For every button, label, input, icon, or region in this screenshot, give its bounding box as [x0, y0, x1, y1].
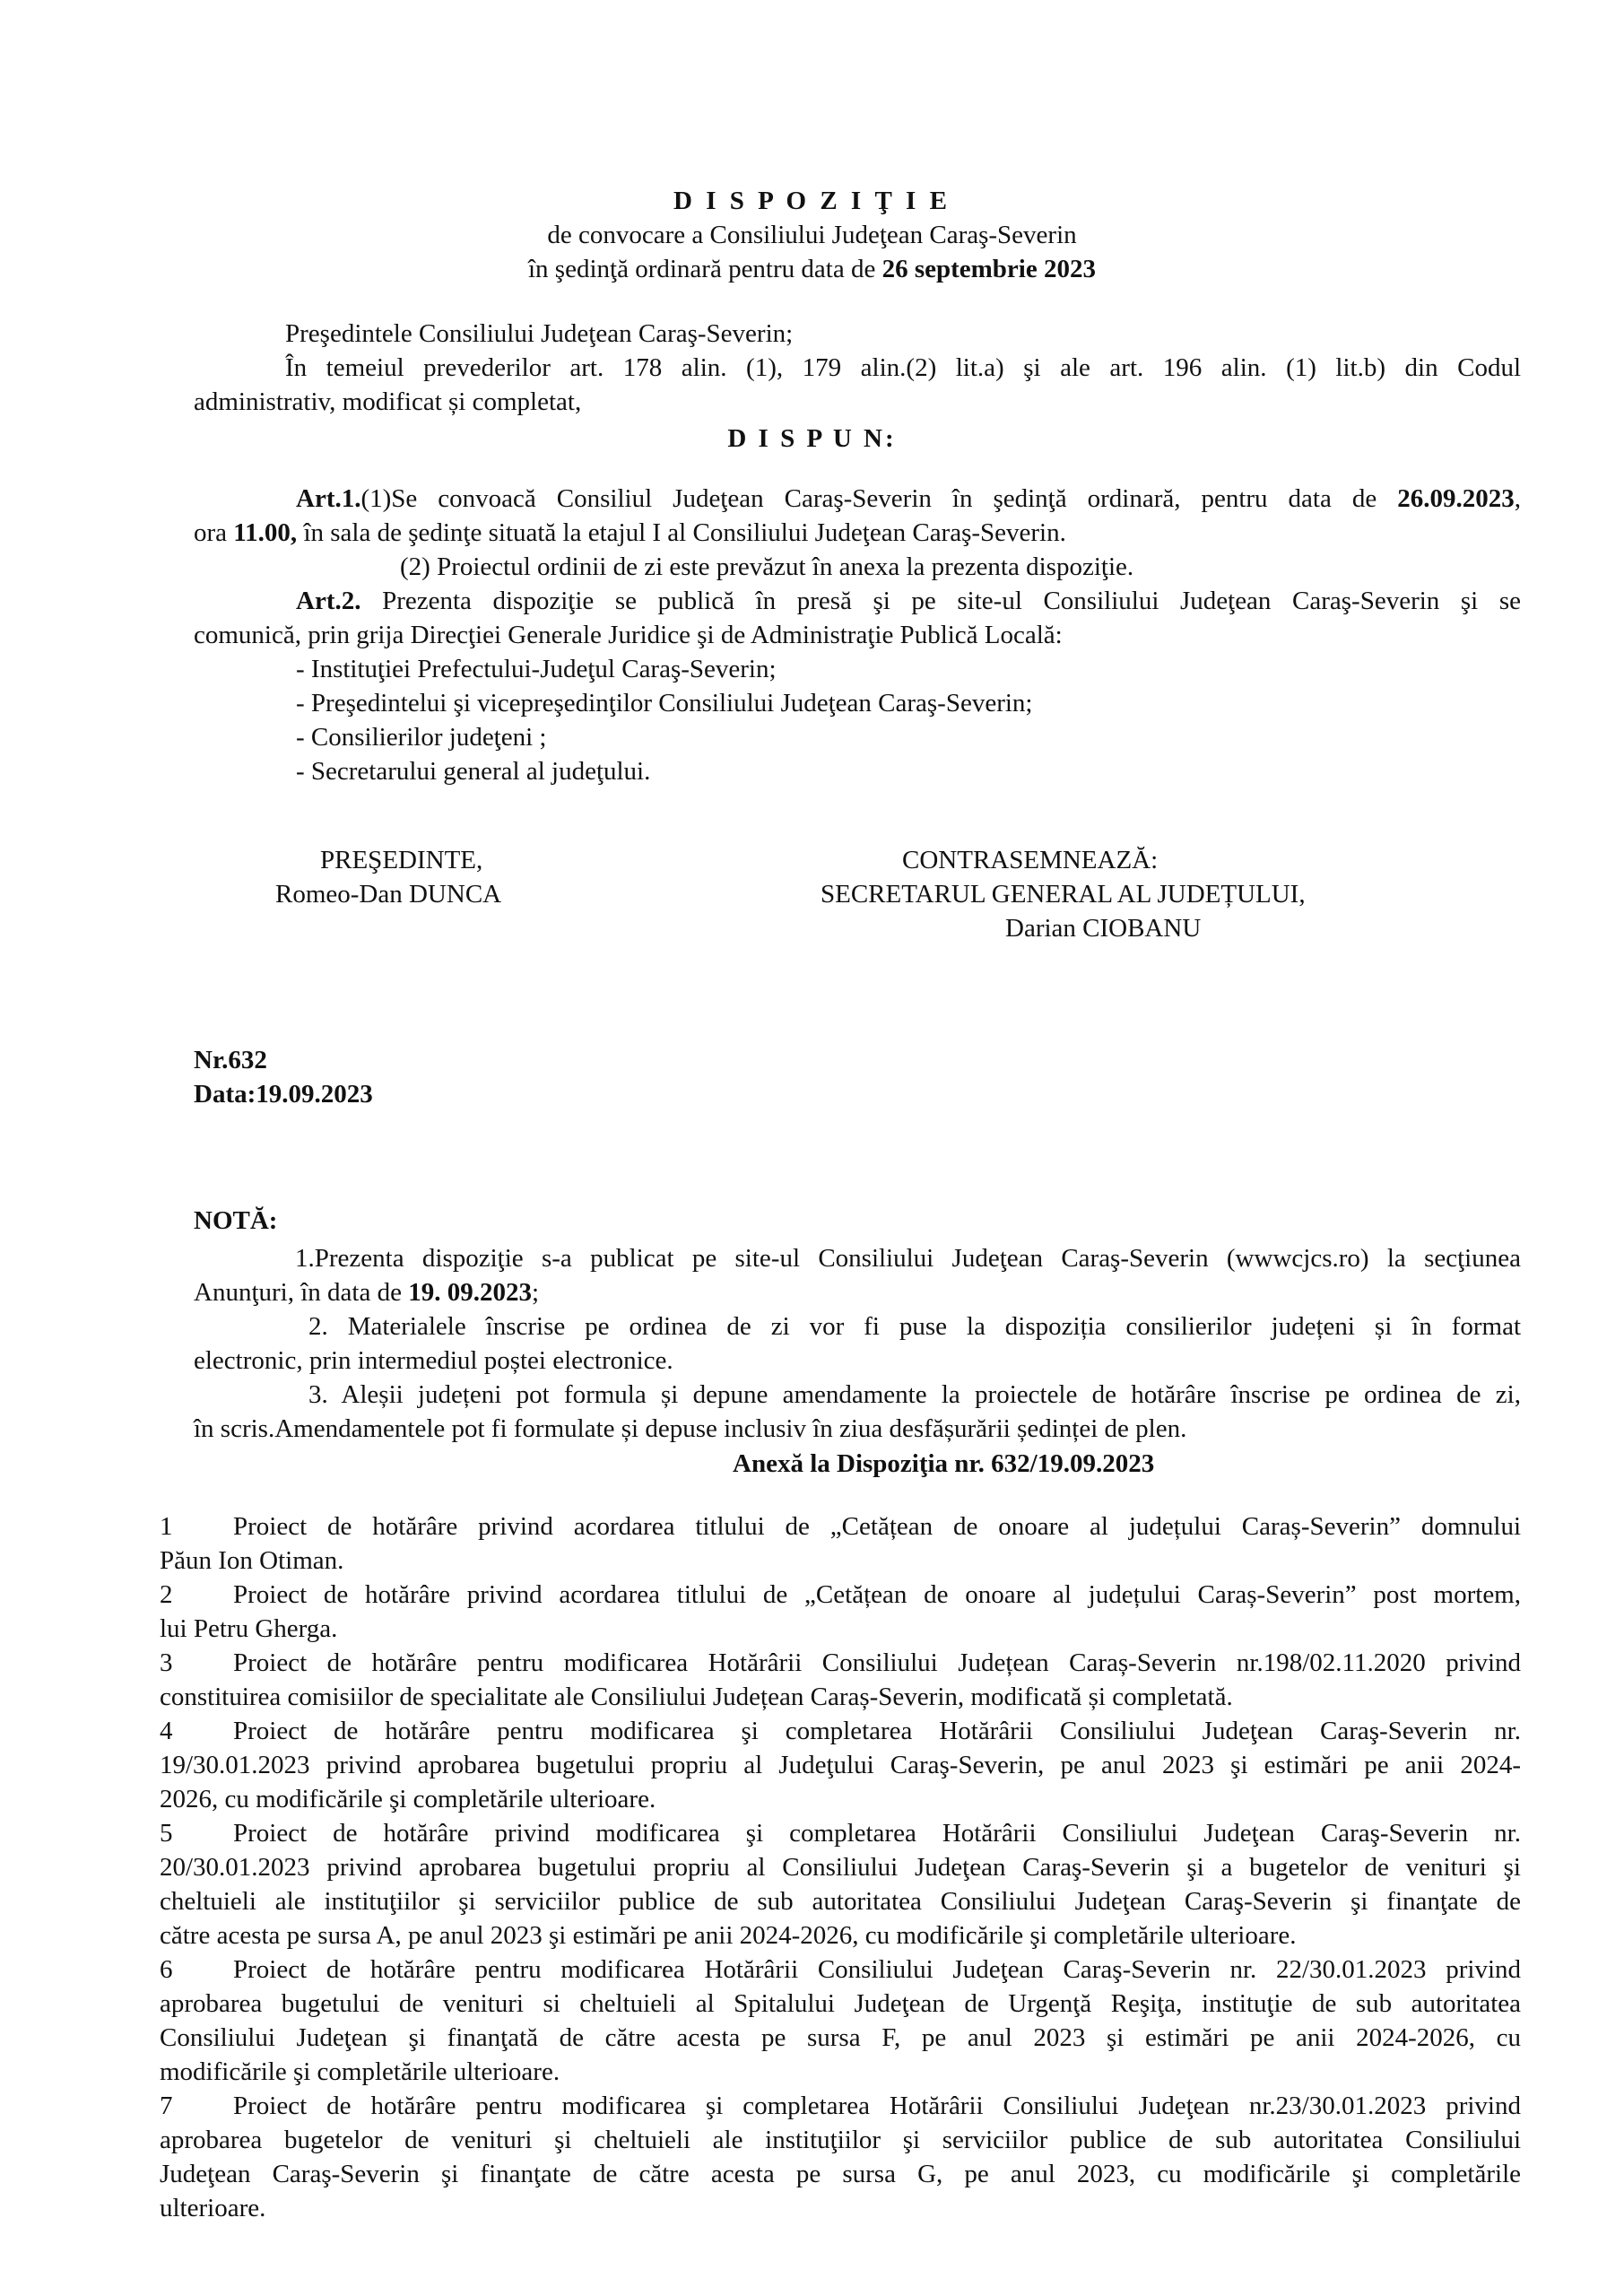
art1-comma: , — [1514, 484, 1521, 513]
annex-item-line: cheltuieli ale instituţiilor şi serviciilor publice de sub autoritatea Consiliului Judeţean Caraş-Severin şi finanţate de — [160, 1887, 1521, 1916]
annex-item-number: 4 — [160, 1717, 173, 1745]
recipient-item: - Preşedintelui şi vicepreşedinţilor Consiliului Judeţean Caraş-Severin; — [296, 689, 1033, 718]
recipient-item: - Consilierilor judeţeni ; — [296, 723, 547, 752]
dispun-heading: D I S P U N: — [727, 424, 897, 453]
heading-line-1: de convocare a Consiliului Judeţean Caraş-Severin — [547, 221, 1077, 249]
annex-item-line: modificările şi completările ulterioare. — [160, 2057, 560, 2086]
annex-item — [160, 1578, 1521, 1612]
president-role: PREŞEDINTE, — [320, 846, 483, 874]
annex-item — [160, 1646, 1521, 1680]
annex-item-text: Proiect de hotărâre privind acordarea titlului de „Cetățean de onoare al județului Caraș-Severin” domnului — [233, 1512, 1521, 1541]
annex-item-number: 5 — [160, 1819, 173, 1848]
annex-item-text: Proiect de hotărâre privind acordarea titlului de „Cetățean de onoare al județului Caraș-Severin” post mortem, — [233, 1580, 1521, 1609]
note-1-line-2 — [194, 1275, 539, 1309]
recipient-item: - Secretarului general al judeţului. — [296, 757, 651, 786]
note-3-line-1: 3. Aleșii județeni pot formula și depune amendamente la proiectele de hotărâre înscrise pe ordinea de zi, — [308, 1380, 1521, 1409]
president-name: Romeo-Dan DUNCA — [275, 880, 502, 909]
art1-ora: ora — [194, 518, 234, 547]
annex-item — [160, 1816, 1521, 1850]
art1-line-1 — [296, 482, 1521, 516]
art1-line-2 — [194, 516, 1066, 550]
annex-item-line: aprobarea bugetelor de venituri şi cheltuieli ale instituţiilor şi serviciilor publice de sub autoritatea Consiliului — [160, 2126, 1521, 2154]
annex-item-text: Proiect de hotărâre pentru modificarea Hotărârii Consiliului Judeţean Caraş-Severin nr. 22/30.01.2023 privind — [233, 1955, 1521, 1984]
secretary-title: SECRETARUL GENERAL AL JUDEȚULUI, — [821, 880, 1306, 909]
annex-item-number: 2 — [160, 1580, 173, 1609]
annex-item-line: Păun Ion Otiman. — [160, 1546, 344, 1575]
annex-item-line: ulterioare. — [160, 2194, 266, 2222]
annex-item-number: 7 — [160, 2092, 173, 2120]
art1-location: în sala de şedinţe situată la etajul I al Consiliului Judeţean Caraş-Severin. — [297, 518, 1066, 547]
annex-item-number: 3 — [160, 1648, 173, 1677]
annex-item — [160, 2089, 1521, 2123]
annex-item — [160, 1952, 1521, 1987]
heading-line-2 — [0, 252, 1624, 286]
note-1-line-1: 1.Prezenta dispoziţie s-a publicat pe site-ul Consiliului Judeţean Caraş-Severin (wwwcjcs.ro) la secţiunea — [295, 1244, 1521, 1273]
intro-legal-basis-line-2: administrativ, modificat și completat, — [194, 387, 582, 416]
annex-item-text: Proiect de hotărâre pentru modificarea şi completarea Hotărârii Consiliului Judeţean Caraş-Severin nr. — [233, 1717, 1521, 1745]
note-title: NOTĂ: — [194, 1206, 278, 1235]
note-2-line-1: 2. Materialele înscrise pe ordinea de zi vor fi puse la dispoziția consilierilor județeni și în format — [308, 1312, 1521, 1341]
art1-text: (1)Se convoacă Consiliul Judeţean Caraş-Severin în şedinţă ordinară, pentru data de — [360, 484, 1398, 513]
disposition-number: Nr.632 — [194, 1046, 267, 1074]
annex-item-text: Proiect de hotărâre pentru modificarea şi completarea Hotărârii Consiliului Judeţean nr.23/30.01.2023 privind — [233, 2092, 1521, 2120]
annex-item-line: aprobarea bugetului de venituri si cheltuieli al Spitalului Judeţean de Urgenţă Reşiţa, instituţie de sub autoritatea — [160, 1989, 1521, 2018]
annex-item-line: 20/30.01.2023 privind aprobarea bugetului propriu al Consiliului Judeţean Caraş-Severin şi a bugetelor de venituri şi — [160, 1853, 1521, 1882]
annex-item-line: către acesta pe sursa A, pe anul 2023 şi estimări pe anii 2024-2026, cu modificările şi completările ulterioare. — [160, 1921, 1297, 1950]
disposition-date: Data:19.09.2023 — [194, 1080, 373, 1109]
note-1-end: ; — [531, 1278, 540, 1307]
note-1-text: Anunţuri, în data de — [194, 1278, 409, 1307]
annex-item — [160, 1714, 1521, 1748]
note-2-line-2: electronic, prin intermediul poștei electronice. — [194, 1346, 673, 1375]
annex-title: Anexă la Dispoziţia nr. 632/19.09.2023 — [733, 1449, 1155, 1478]
art2-text: Prezenta dispoziţie se publică în presă şi pe site-ul Consiliului Judeţean Caraş-Severin şi se — [360, 587, 1521, 615]
countersign-role: CONTRASEMNEAZĂ: — [902, 846, 1159, 874]
annex-item-line: constituirea comisiilor de specialitate ale Consiliului Județean Caraș-Severin, modificată și completată. — [160, 1683, 1233, 1711]
note-1-date: 19. 09.2023 — [408, 1278, 532, 1307]
art1-label: Art.1. — [296, 484, 361, 513]
art1-date: 26.09.2023 — [1397, 484, 1515, 513]
annex-item-number: 6 — [160, 1955, 173, 1984]
annex-item — [160, 1509, 1521, 1544]
meeting-date: 26 septembrie 2023 — [881, 255, 1096, 283]
annex-item-text: Proiect de hotărâre privind modificarea şi completarea Hotărârii Consiliului Judeţean Caraş-Severin nr. — [233, 1819, 1521, 1848]
recipient-item: - Instituţiei Prefectului-Judeţul Caraş-Severin; — [296, 655, 777, 683]
intro-president: Preşedintele Consiliului Judeţean Caraş-Severin; — [285, 319, 794, 348]
annex-item-line: lui Petru Gherga. — [160, 1614, 338, 1643]
art1-paragraph-2: (2) Proiectul ordinii de zi este prevăzut în anexa la prezenta dispoziţie. — [400, 552, 1134, 581]
annex-item-line: Consiliului Judeţean şi finanţată de către acesta pe sursa F, pe anul 2023 şi estimări pe anii 2024-2026, cu — [160, 2023, 1521, 2052]
art1-hour: 11.00, — [233, 518, 298, 547]
art2-line-2: comunică, prin grija Direcţiei Generale Juridice şi de Administraţie Publică Locală: — [194, 621, 1063, 649]
annex-item-line: Judeţean Caraş-Severin şi finanţate de către acesta pe sursa G, pe anul 2023, cu modificările şi completările — [160, 2160, 1521, 2188]
document-title: D I S P O Z I Ţ I E — [673, 187, 951, 215]
art2-label: Art.2. — [296, 587, 361, 615]
annex-item-line: 19/30.01.2023 privind aprobarea bugetului propriu al Judeţului Caraş-Severin, pe anul 2023 şi estimări pe anii 2024- — [160, 1751, 1521, 1779]
note-3-line-2: în scris.Amendamentele pot fi formulate și depuse inclusiv în ziua desfășurării ședinței de plen. — [194, 1414, 1187, 1443]
heading-line-2-text: în şedinţă ordinară pentru data de — [528, 255, 882, 283]
art2-line-1 — [296, 584, 1521, 618]
intro-legal-basis-line-1: În temeiul prevederilor art. 178 alin. (1), 179 alin.(2) lit.a) şi ale art. 196 alin. (1) lit.b) din Codul — [285, 353, 1521, 382]
secretary-name: Darian CIOBANU — [1005, 914, 1202, 943]
annex-item-number: 1 — [160, 1512, 173, 1541]
annex-item-text: Proiect de hotărâre pentru modificarea Hotărârii Consiliului Județean Caraș-Severin nr.198/02.11.2020 privind — [233, 1648, 1521, 1677]
annex-item-line: 2026, cu modificările şi completările ulterioare. — [160, 1785, 656, 1813]
